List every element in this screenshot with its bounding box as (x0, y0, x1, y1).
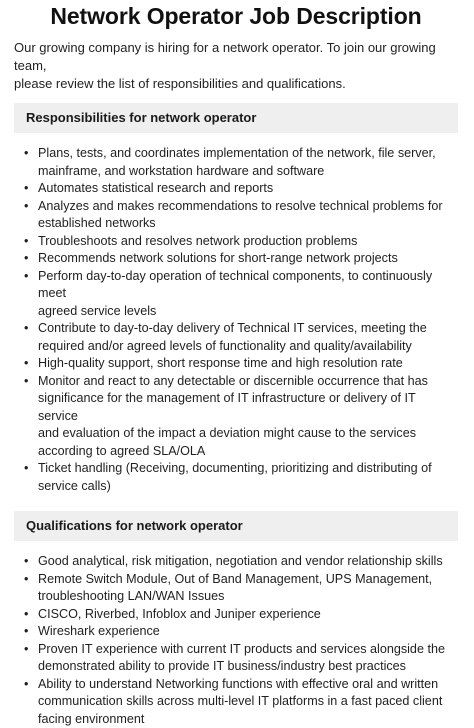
bullet-icon: • (24, 571, 28, 589)
responsibility-item (24, 355, 458, 373)
bullet-icon: • (24, 373, 28, 391)
qualification-text: Wireshark experience (38, 624, 160, 638)
bullet-icon: • (24, 198, 28, 216)
responsibility-item (24, 145, 458, 180)
bullet-icon: • (24, 355, 28, 373)
qualifications-list (14, 553, 458, 728)
bullet-icon: • (24, 676, 28, 694)
responsibility-item (24, 250, 458, 268)
responsibilities-list (14, 145, 458, 495)
qualification-item (24, 623, 458, 641)
bullet-icon: • (24, 553, 28, 571)
responsibility-item (24, 233, 458, 251)
bullet-icon: • (24, 460, 28, 478)
responsibility-item (24, 180, 458, 198)
intro-paragraph: Our growing company is hiring for a network operator. To join our growing team, please review the list of responsibilities and qualifications. (14, 39, 458, 93)
responsibility-item (24, 373, 458, 461)
responsibility-text: Perform day-to-day operation of technical components, to continuously meet agreed service levels (38, 269, 432, 318)
qualification-item (24, 641, 458, 676)
responsibility-item (24, 460, 458, 495)
qualification-text: Good analytical, risk mitigation, negotiation and vendor relationship skills (38, 554, 443, 568)
responsibility-text: Ticket handling (Receiving, documenting, prioritizing and distributing of service calls) (38, 461, 432, 493)
qualification-item (24, 606, 458, 624)
qualification-text: CISCO, Riverbed, Infoblox and Juniper experience (38, 607, 321, 621)
responsibility-text: Monitor and react to any detectable or discernible occurrence that has significance for the management of IT infrastructure or delivery of IT service and evaluation of the impact a deviation might cause to the services according to agreed SLA/OLA (38, 374, 428, 458)
bullet-icon: • (24, 145, 28, 163)
responsibility-item (24, 320, 458, 355)
bullet-icon: • (24, 233, 28, 251)
bullet-icon: • (24, 268, 28, 286)
responsibility-text: High-quality support, short response time and high resolution rate (38, 356, 403, 370)
qualification-text: Proven IT experience with current IT products and services alongside the demonstrated ability to provide IT business/industry best practices (38, 642, 445, 674)
responsibility-text: Troubleshoots and resolves network production problems (38, 234, 357, 248)
bullet-icon: • (24, 623, 28, 641)
page-title: Network Operator Job Description (14, 0, 458, 31)
responsibility-text: Analyzes and makes recommendations to resolve technical problems for established networks (38, 199, 443, 231)
responsibilities-heading: Responsibilities for network operator (14, 103, 458, 133)
responsibility-text: Contribute to day-to-day delivery of Technical IT services, meeting the required and/or agreed levels of functionality and quality/availability (38, 321, 427, 353)
responsibility-item (24, 198, 458, 233)
qualifications-heading: Qualifications for network operator (14, 511, 458, 541)
qualification-item (24, 553, 458, 571)
qualification-text: Remote Switch Module, Out of Band Management, UPS Management, troubleshooting LAN/WAN Issues (38, 572, 432, 604)
responsibility-text: Automates statistical research and reports (38, 181, 273, 195)
bullet-icon: • (24, 606, 28, 624)
bullet-icon: • (24, 641, 28, 659)
qualification-text: Ability to understand Networking functions with effective oral and written communication skills across multi-level IT platforms in a fast paced client facing environment (38, 677, 442, 726)
bullet-icon: • (24, 320, 28, 338)
responsibility-text: Plans, tests, and coordinates implementation of the network, file server, mainframe, and workstation hardware and software (38, 146, 436, 178)
qualification-item (24, 676, 458, 728)
qualification-item (24, 571, 458, 606)
responsibility-item (24, 268, 458, 321)
bullet-icon: • (24, 250, 28, 268)
bullet-icon: • (24, 180, 28, 198)
responsibility-text: Recommends network solutions for short-range network projects (38, 251, 398, 265)
